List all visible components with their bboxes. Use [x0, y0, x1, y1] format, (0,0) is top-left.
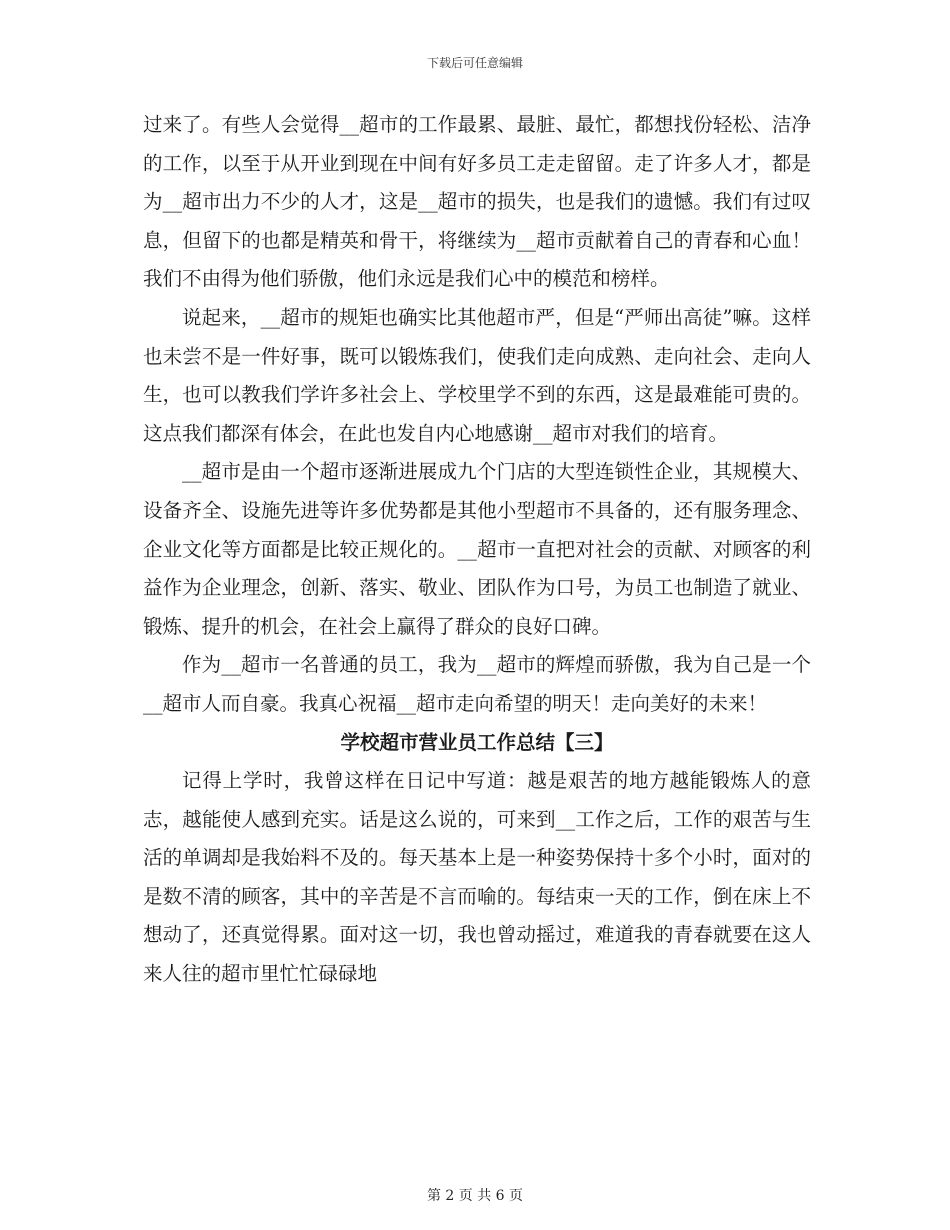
- paragraph-memory: 记得上学时，我曾这样在日记中写道：越是艰苦的地方越能锻炼人的意志，越能使人感到充实。话是这么说的，可来到__工作之后，工作的艰苦与生活的单调却是我始料不及的。每天基本上是一种姿势保持十多个小时，面对的是数不清的顾客，其中的辛苦是不言而喻的。每结束一天的工作，倒在床上不想动了，还真觉得累。面对这一切，我也曾动摇过，难道我的青春就要在这人来人往的超市里忙忙碌碌地: [143, 769, 811, 986]
- paragraph-company: __超市是由一个超市逐渐进展成九个门店的大型连锁性企业，其规模大、设备齐全、设施先进等许多优势都是其他小型超市不具备的，还有服务理念、企业文化等方面都是比较正规化的。__超市一直把对社会的贡献、对顾客的利益作为企业理念，创新、落实、敬业、团队作为口号，为员工也制造了就业、锻炼、提升的机会，在社会上赢得了群众的良好口碑。: [143, 460, 811, 638]
- paragraph-pride: 作为__超市一名普通的员工，我为__超市的辉煌而骄傲，我为自己是一个__超市人而自豪。我真心祝福__超市走向希望的明天！走向美好的未来！: [143, 653, 811, 715]
- paragraph-continuation: 过来了。有些人会觉得__超市的工作最累、最脏、最忙，都想找份轻松、洁净的工作，以至于从开业到现在中间有好多员工走走留留。走了许多人才，都是为__超市出力不少的人才，这是__超市的损失，也是我们的遗憾。我们有过叹息，但留下的也都是精英和骨干，将继续为__超市贡献着自己的青春和心血！我们不由得为他们骄傲，他们永远是我们心中的模范和榜样。: [143, 113, 811, 291]
- section-title: 学校超市营业员工作总结【三】: [340, 730, 614, 754]
- page-number: 第 2 页 共 6 页: [426, 1188, 524, 1204]
- page-header: 下载后可任意编辑: [426, 56, 523, 70]
- paragraph-rules: 说起来，__超市的规矩也确实比其他超市严，但是“严师出高徒”嘛。这样也未尝不是一件好事，既可以锻炼我们，使我们走向成熟、走向社会、走向人生，也可以教我们学许多社会上、学校里学不到的东西，这是最难能可贵的。这点我们都深有体会，在此也发自内心地感谢__超市对我们的培育。: [143, 305, 811, 445]
- document-body: [143, 106, 811, 994]
